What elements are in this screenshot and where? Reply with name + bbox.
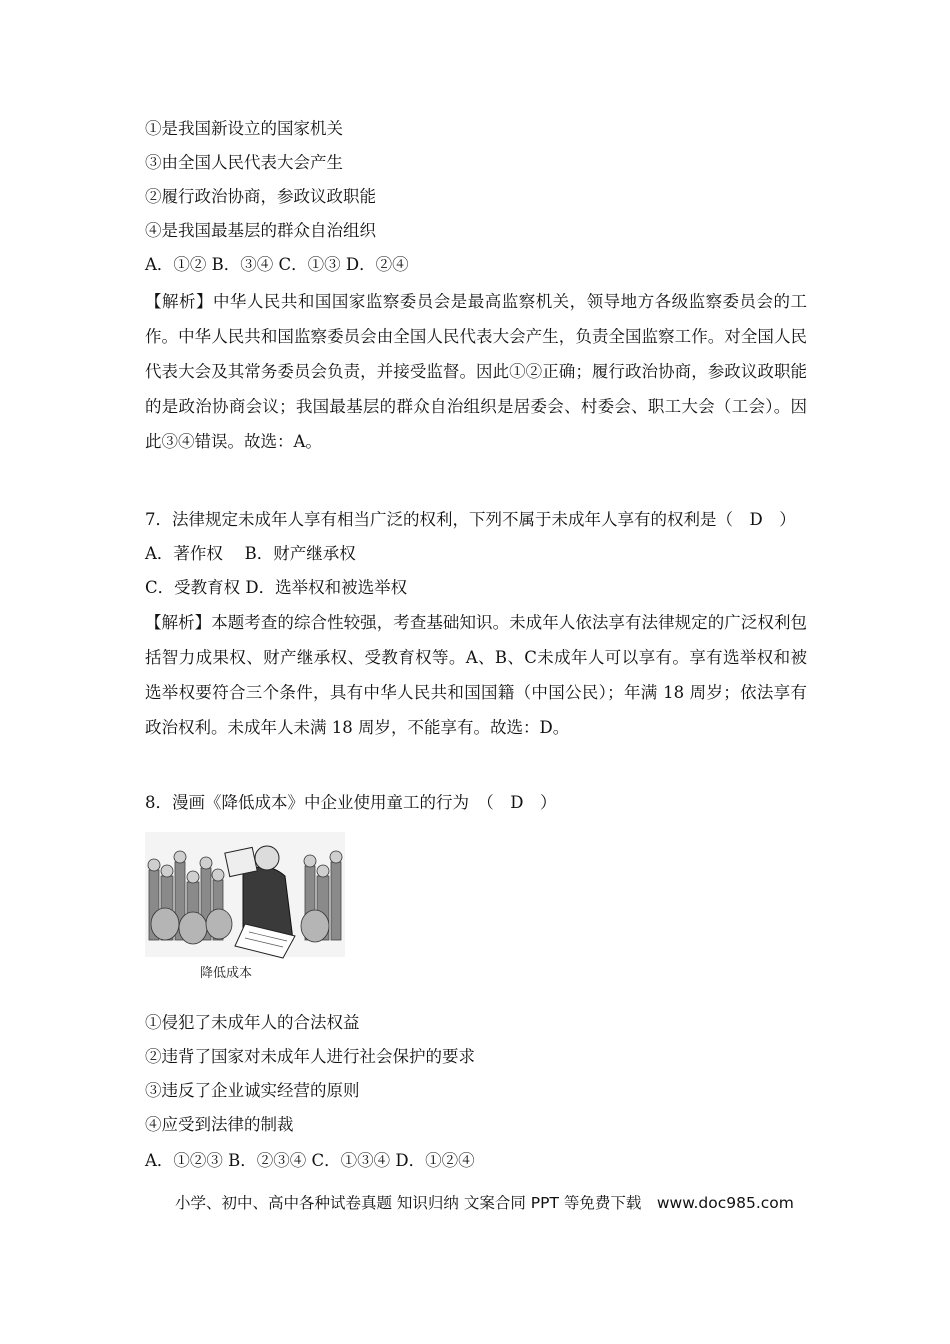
q8-option-4: ④应受到法律的制裁 xyxy=(145,1115,294,1134)
q7-choices-cd: C．受教育权 D．选举权和被选举权 xyxy=(145,578,408,597)
q7-analysis: 【解析】本题考查的综合性较强，考查基础知识。未成年人依法享有法律规定的广泛权利包括智力成果权、财产继承权、受教育权等。A、B、C未成年人可以享有。享有选举权和被选举权要符合三个条件，具有中华人民共和国国籍（中国公民）；年满 18 周岁；依法享有政治权利。未成年人未满 18 周岁，不能享有。故选：D。 xyxy=(145,613,807,737)
q6-option-1: ①是我国新设立的国家机关 xyxy=(145,119,343,138)
cartoon-image xyxy=(145,832,345,982)
q6-choices: A．①② B．③④ C．①③ D．②④ xyxy=(145,255,409,274)
q8-option-3: ③违反了企业诚实经营的原则 xyxy=(145,1081,360,1100)
q8-option-2: ②违背了国家对未成年人进行社会保护的要求 xyxy=(145,1047,475,1066)
page-footer: 小学、初中、高中各种试卷真题 知识归纳 文案合同 PPT 等免费下载 www.doc985.com xyxy=(175,1194,794,1212)
q6-analysis: 【解析】中华人民共和国国家监察委员会是最高监察机关，领导地方各级监察委员会的工作。中华人民共和国监察委员会由全国人民代表大会产生，负责全国监察工作。对全国人民代表大会及其常务委员会负责，并接受监督。因此①②正确；履行政治协商，参政议政职能的是政治协商会议；我国最基层的群众自治组织是居委会、村委会、职工大会（工会）。因此③④错误。故选：A。 xyxy=(145,292,807,451)
cartoon-caption: 降低成本 xyxy=(200,966,253,981)
q8-stem: 8．漫画《降低成本》中企业使用童工的行为 （ D ） xyxy=(145,793,557,812)
q8-choices: A．①②③ B．②③④ C．①③④ D．①②④ xyxy=(145,1151,475,1170)
q8-option-1: ①侵犯了未成年人的合法权益 xyxy=(145,1013,360,1032)
q6-option-4: ④是我国最基层的群众自治组织 xyxy=(145,221,376,240)
q6-option-3: ③由全国人民代表大会产生 xyxy=(145,153,343,172)
q7-stem: 7．法律规定未成年人享有相当广泛的权利，下列不属于未成年人享有的权利是（ D ） xyxy=(145,510,796,529)
q7-choices-ab: A．著作权 B．财产继承权 xyxy=(145,544,356,563)
q6-option-2: ②履行政治协商，参政议政职能 xyxy=(145,187,376,206)
